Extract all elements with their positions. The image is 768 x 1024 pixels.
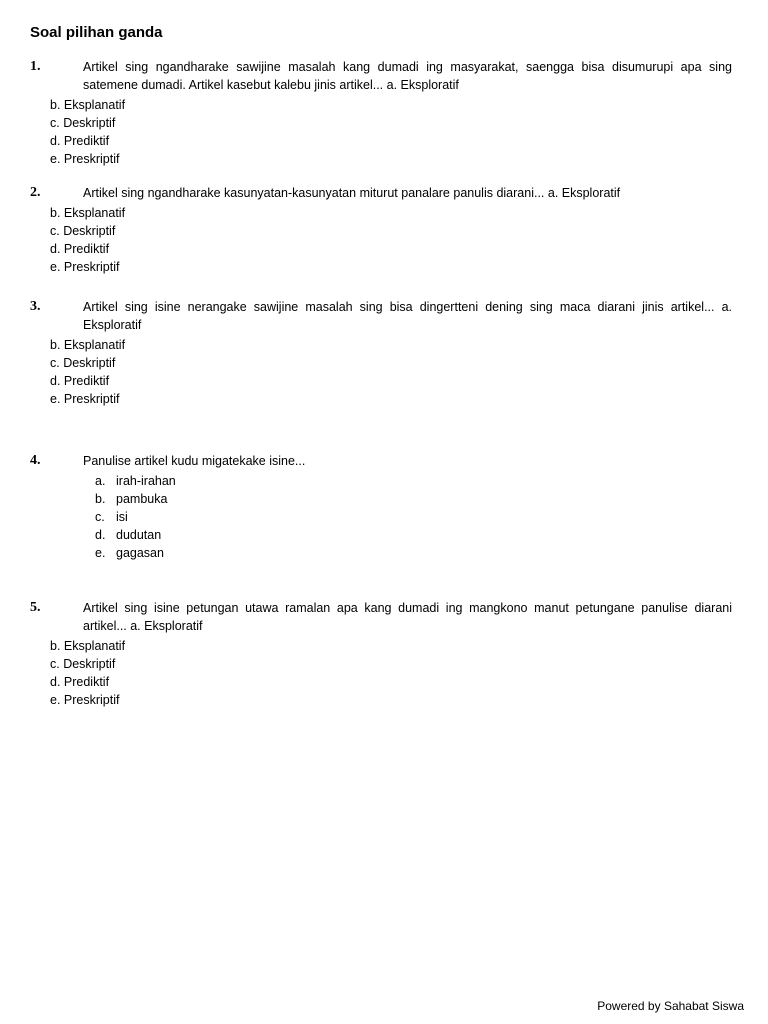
- option-text: gagasan: [116, 546, 164, 560]
- option-text: pambuka: [116, 492, 168, 506]
- question-header: [30, 58, 732, 94]
- option-e: [30, 544, 732, 562]
- option-list: [30, 472, 732, 562]
- option-d: [30, 526, 732, 544]
- option-text: irah-irahan: [116, 474, 176, 488]
- question-number: 1.: [30, 59, 41, 74]
- question-text: Artikel sing ngandharake sawijine masalah kang dumadi ing masyarakat, saengga bisa disumurupi apa sing satemene dumadi. Artikel kasebut kalebu jinis artikel... a. Eksploratif: [83, 60, 732, 92]
- option-letter: c.: [95, 510, 105, 524]
- option-letter: a.: [95, 474, 106, 488]
- question-number: 4.: [30, 453, 41, 468]
- question-number: 5.: [30, 600, 41, 615]
- question-1: [30, 58, 732, 168]
- option-b: [30, 490, 732, 508]
- option-a: [30, 472, 732, 490]
- option-text: dudutan: [116, 528, 162, 542]
- option-c: c. Deskriptif: [50, 116, 116, 130]
- option-d: d. Prediktif: [50, 675, 110, 689]
- option-e: e. Preskriptif: [50, 152, 120, 166]
- option-d: d. Prediktif: [50, 242, 110, 256]
- option-text: isi: [116, 510, 128, 524]
- question-2: [30, 184, 732, 276]
- question-header: [30, 452, 732, 470]
- option-b: b. Eksplanatif: [50, 639, 126, 653]
- option-c: c. Deskriptif: [50, 224, 116, 238]
- option-b: b. Eksplanatif: [50, 98, 126, 112]
- question-header: [30, 599, 732, 635]
- question-text: Artikel sing ngandharake kasunyatan-kasunyatan miturut panalare panulis diarani... a. Eksploratif: [83, 186, 621, 200]
- option-c: c. Deskriptif: [50, 356, 116, 370]
- option-list: [30, 204, 732, 276]
- question-header: [30, 184, 732, 202]
- option-letter: b.: [95, 492, 106, 506]
- question-text: Artikel sing isine petungan utawa ramalan apa kang dumadi ing mangkono manut petungane panulise diarani artikel... a. Eksploratif: [83, 601, 732, 633]
- question-number: 3.: [30, 299, 41, 314]
- option-list: [30, 336, 732, 408]
- option-letter: e.: [95, 546, 106, 560]
- option-d: d. Prediktif: [50, 134, 110, 148]
- page-title: Soal pilihan ganda: [30, 24, 163, 41]
- option-b: b. Eksplanatif: [50, 206, 126, 220]
- question-3: [30, 298, 732, 408]
- option-letter: d.: [95, 528, 106, 542]
- option-e: e. Preskriptif: [50, 693, 120, 707]
- option-d: d. Prediktif: [50, 374, 110, 388]
- question-text: Artikel sing isine nerangake sawijine masalah sing bisa dingertteni dening sing maca diarani jinis artikel... a. Eksploratif: [83, 300, 732, 332]
- question-text: Panulise artikel kudu migatekake isine...: [83, 454, 306, 468]
- option-e: e. Preskriptif: [50, 392, 120, 406]
- footer-credit: Powered by Sahabat Siswa: [597, 999, 744, 1013]
- option-list: [30, 637, 732, 709]
- question-number: 2.: [30, 185, 41, 200]
- option-b: b. Eksplanatif: [50, 338, 126, 352]
- option-e: e. Preskriptif: [50, 260, 120, 274]
- option-c: [30, 508, 732, 526]
- option-list: [30, 96, 732, 168]
- question-5: [30, 599, 732, 709]
- question-4: [30, 452, 732, 562]
- question-header: [30, 298, 732, 334]
- option-c: c. Deskriptif: [50, 657, 116, 671]
